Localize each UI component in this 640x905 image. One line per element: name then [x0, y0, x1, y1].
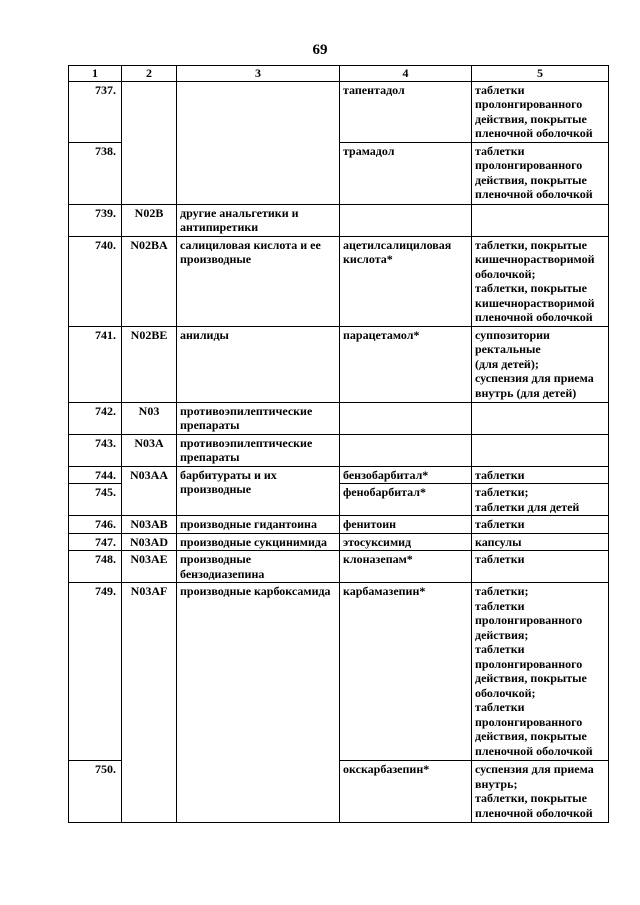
- atc-code: N03A: [122, 434, 177, 466]
- table-row: [69, 81, 609, 142]
- atc-code: N02BA: [122, 236, 177, 326]
- drug-name: парацетамол*: [340, 326, 472, 402]
- drug-name: фенитоин: [340, 516, 472, 534]
- row-number: 738.: [69, 142, 122, 204]
- row-number: 743.: [69, 434, 122, 466]
- drug-table: [68, 65, 609, 823]
- drug-name: [340, 402, 472, 434]
- dosage-form: таблетки: [472, 551, 609, 583]
- group-name: [177, 81, 340, 204]
- table-row: [69, 204, 609, 236]
- drug-name: бензобарбитал*: [340, 466, 472, 484]
- row-number: 744.: [69, 466, 122, 484]
- header-col-4: 4: [340, 66, 472, 82]
- dosage-form: таблетки; таблетки пролонгированного действия; таблетки пролонгированного действия, покрытые оболочкой; таблетки пролонгированного действия, покрытые пленочной оболочкой: [472, 583, 609, 761]
- atc-code: N03AF: [122, 583, 177, 823]
- drug-name: тапентадол: [340, 81, 472, 142]
- table-row: [69, 236, 609, 326]
- table-row: [69, 551, 609, 583]
- group-name: салициловая кислота и ее производные: [177, 236, 340, 326]
- drug-name: клоназепам*: [340, 551, 472, 583]
- row-number: 746.: [69, 516, 122, 534]
- dosage-form: [472, 434, 609, 466]
- group-name: производные гидантоина: [177, 516, 340, 534]
- row-number: 740.: [69, 236, 122, 326]
- dosage-form: капсулы: [472, 533, 609, 551]
- drug-name: трамадол: [340, 142, 472, 204]
- group-name: производные сукцинимида: [177, 533, 340, 551]
- row-number: 742.: [69, 402, 122, 434]
- header-col-5: 5: [472, 66, 609, 82]
- drug-name: [340, 204, 472, 236]
- atc-code: N03AE: [122, 551, 177, 583]
- dosage-form: таблетки пролонгированного действия, покрытые пленочной оболочкой: [472, 142, 609, 204]
- row-number: 748.: [69, 551, 122, 583]
- table-row: [69, 583, 609, 761]
- dosage-form: [472, 402, 609, 434]
- header-col-3: 3: [177, 66, 340, 82]
- row-number: 737.: [69, 81, 122, 142]
- drug-name: ацетилсалициловая кислота*: [340, 236, 472, 326]
- row-number: 747.: [69, 533, 122, 551]
- group-name: противоэпилептические препараты: [177, 434, 340, 466]
- atc-code: N03AA: [122, 466, 177, 516]
- row-number: 741.: [69, 326, 122, 402]
- drug-name: этосуксимид: [340, 533, 472, 551]
- atc-code: [122, 81, 177, 204]
- drug-name: карбамазепин*: [340, 583, 472, 761]
- header-col-1: 1: [69, 66, 122, 82]
- table-row: [69, 466, 609, 484]
- drug-name: фенобарбитал*: [340, 484, 472, 516]
- header-col-2: 2: [122, 66, 177, 82]
- dosage-form: суспензия для приема внутрь; таблетки, покрытые пленочной оболочкой: [472, 761, 609, 823]
- group-name: производные бензодиазепина: [177, 551, 340, 583]
- dosage-form: [472, 204, 609, 236]
- dosage-form: таблетки пролонгированного действия, покрытые пленочной оболочкой: [472, 81, 609, 142]
- atc-code: N03: [122, 402, 177, 434]
- dosage-form: таблетки, покрытые кишечнорастворимой оболочкой; таблетки, покрытые кишечнорастворимой пленочной оболочкой: [472, 236, 609, 326]
- group-name: противоэпилептические препараты: [177, 402, 340, 434]
- dosage-form: таблетки; таблетки для детей: [472, 484, 609, 516]
- group-name: другие анальгетики и антипиретики: [177, 204, 340, 236]
- row-number: 739.: [69, 204, 122, 236]
- group-name: барбитураты и их производные: [177, 466, 340, 516]
- table-row: [69, 533, 609, 551]
- atc-code: N02BE: [122, 326, 177, 402]
- row-number: 745.: [69, 484, 122, 516]
- atc-code: N03AD: [122, 533, 177, 551]
- row-number: 750.: [69, 761, 122, 823]
- group-name: производные карбоксамида: [177, 583, 340, 823]
- dosage-form: таблетки: [472, 516, 609, 534]
- table-row: [69, 326, 609, 402]
- page-number: 69: [312, 42, 328, 58]
- row-number: 749.: [69, 583, 122, 761]
- table-row: [69, 434, 609, 466]
- atc-code: N03AB: [122, 516, 177, 534]
- dosage-form: суппозитории ректальные (для детей); суспензия для приема внутрь (для детей): [472, 326, 609, 402]
- table-row: [69, 516, 609, 534]
- drug-name: [340, 434, 472, 466]
- atc-code: N02B: [122, 204, 177, 236]
- table-row: [69, 402, 609, 434]
- table-header-row: [69, 66, 609, 82]
- group-name: анилиды: [177, 326, 340, 402]
- dosage-form: таблетки: [472, 466, 609, 484]
- drug-name: окскарбазепин*: [340, 761, 472, 823]
